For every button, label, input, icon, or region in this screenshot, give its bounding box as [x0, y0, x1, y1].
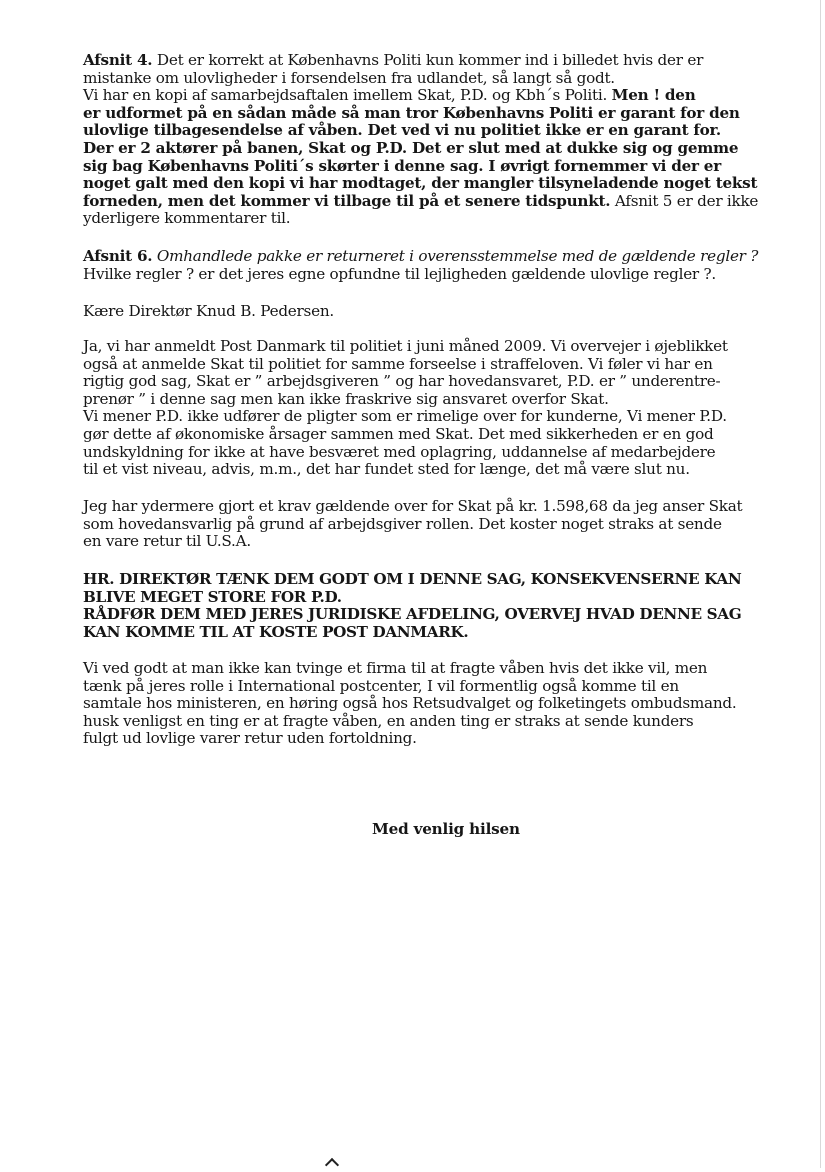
section-4-paragraph: Afsnit 4. Det er korrekt at Københavns Politi kun kommer ind i billedet hvis der er mistanke om ulovligheder i forsendelsen fra udlandet, så langt så godt. Vi har en kopi af samarbejdsaftalen imellem Skat, P.D. og Kbh´s Politi. Men ! den er udformet på en sådan måde så man tror Københavns Politi er garant for den ulovlige tilbagesendelse af våben. Det ved vi nu politiet ikke er en garant for. Der er 2 aktører på banen, Skat og P.D. Det er slut med at dukke sig og gemme sig bag Københavns Politi´s skørter i denne sag. I øvrigt fornemmer vi der er noget galt med den kopi vi har modtaget, der mangler tilsyneladende noget tekst forneden, men det kommer vi tilbage til på et senere tidspunkt. Afsnit 5 er der ikke yderligere kommentarer til. [83, 51, 759, 228]
salutation: Kære Direktør Knud B. Pedersen. [83, 302, 334, 320]
paragraph-police-report: Ja, vi har anmeldt Post Danmark til politiet i juni måned 2009. Vi overvejer i øjeblikket også at anmelde Skat til politiet for samme forseelse i straffeloven. Vi føler vi har en rigtig god sag, Skat er ” arbejdsgiveren ” og har hovedansvaret, P.D. er ” underentre- prenør ” i denne sag men kan ikke fraskrive sig ansvaret overfor Skat. Vi mener P.D. ikke udfører de pligter som er rimelige over for kunderne, Vi mener P.D. gør dette af økonomiske årsager sammen med Skat. Det med sikkerheden er en god undskyldning for ikke at have besværet med oplagring, uddannelse af medarbejdere til et vist niveau, advis, m.m., det har fundet sted for længe, det må være slut nu. [83, 337, 728, 479]
warning-paragraph: HR. DIREKTØR TÆNK DEM GODT OM I DENNE SAG, KONSEKVENSERNE KAN BLIVE MEGET STORE FOR P.D. RÅDFØR DEM MED JERES JURIDISKE AFDELING, OVERVEJ HVAD DENNE SAG KAN KOMME TIL AT KOSTE POST DANMARK. [83, 570, 742, 641]
paragraph-claim: Jeg har ydermere gjort et krav gældende over for Skat på kr. 1.598,68 da jeg anser Skat som hovedansvarlig på grund af arbejdsgiver rollen. Det koster noget straks at sende en vare retur til U.S.A. [83, 497, 743, 551]
section-4-heading: Afsnit 4. [83, 51, 153, 69]
section-6-paragraph: Afsnit 6. Omhandlede pakke er returneret i overensstemmelse med de gældende regler ? Hvilke regler ? er det jeres egne opfundne til lejligheden gældende ulovlige regler ?. [83, 247, 759, 283]
section-6-heading: Afsnit 6. [83, 247, 153, 265]
scan-edge-line [820, 0, 821, 1168]
paragraph-closing-remarks: Vi ved godt at man ikke kan tvinge et firma til at fragte våben hvis det ikke vil, men tænk på jeres rolle i International postcenter, I vil formentlig også komme til en samtale hos ministeren, en høring også hos Retsudvalget og folketingets ombudsmand. husk venligst en ting er at fragte våben, en anden ting er straks at sende kunders fulgt ud lovlige varer retur uden fortoldning. [83, 659, 737, 748]
page-fold-mark-icon [325, 1158, 339, 1172]
closing-greeting: Med venlig hilsen [372, 820, 520, 838]
